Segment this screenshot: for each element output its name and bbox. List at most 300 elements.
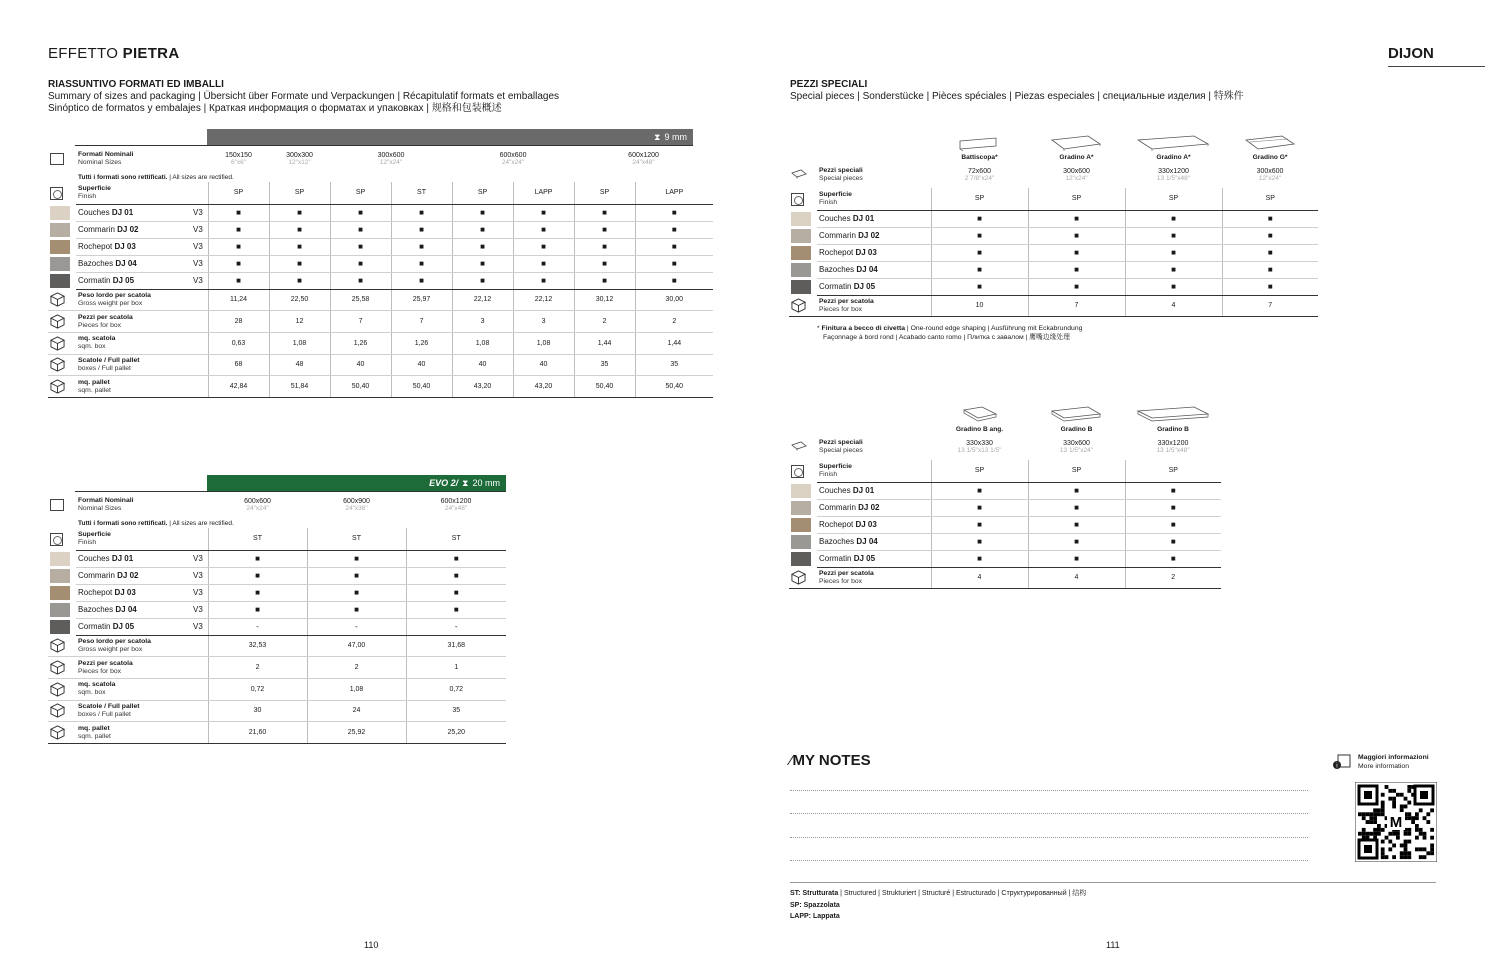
packaging-value: 68 bbox=[208, 354, 269, 376]
availability-cell: ■ bbox=[1125, 227, 1222, 244]
piece-name: Gradino B bbox=[1060, 425, 1093, 433]
qr-cell bbox=[1430, 828, 1434, 832]
pieces-box-cell: 2 bbox=[1125, 567, 1221, 589]
piece-size: 300x600 bbox=[1063, 167, 1090, 175]
format-inch: 24"x24" bbox=[246, 504, 269, 512]
packaging-value: 11,24 bbox=[208, 289, 269, 311]
color-row bbox=[48, 238, 713, 255]
packaging-label-en: boxes / Full pallet bbox=[78, 364, 131, 372]
qr-cell bbox=[1369, 812, 1373, 816]
packaging-value: 1,08 bbox=[452, 332, 513, 354]
piece-name: Gradino A* bbox=[1059, 153, 1094, 161]
availability-cell: ■ bbox=[208, 272, 269, 289]
packaging-value: 7 bbox=[391, 311, 452, 333]
qr-cell bbox=[1411, 820, 1415, 824]
pieces-box-cell: 4 bbox=[931, 567, 1028, 589]
color-swatch bbox=[791, 552, 811, 566]
qr-cell bbox=[1373, 816, 1377, 820]
qr-cell bbox=[1369, 832, 1373, 836]
finish-cell: SP bbox=[574, 182, 635, 204]
format-inch: 6"x6" bbox=[230, 158, 247, 166]
color-code: DJ 05 bbox=[112, 276, 135, 285]
packaging-value: 30,12 bbox=[574, 289, 635, 311]
color-code: DJ 02 bbox=[117, 571, 139, 580]
qr-cell bbox=[1392, 844, 1396, 848]
availability-cell: ■ bbox=[391, 238, 452, 255]
availability-cell: ■ bbox=[406, 567, 506, 584]
format-size: 600x1200 bbox=[628, 151, 659, 159]
packaging-row bbox=[48, 678, 506, 700]
color-row bbox=[789, 278, 1318, 295]
availability-cell: ■ bbox=[452, 221, 513, 238]
page-number-right: 111 bbox=[1106, 940, 1120, 950]
format-size: 300x600 bbox=[377, 151, 405, 159]
color-swatch bbox=[50, 274, 70, 288]
availability-cell: ■ bbox=[931, 278, 1028, 295]
qr-cell bbox=[1388, 847, 1392, 851]
qr-cell bbox=[1415, 828, 1419, 832]
packaging-label-en: Pieces for box bbox=[78, 667, 122, 675]
packaging-label: Pezzi per scatola bbox=[78, 659, 133, 667]
qr-cell bbox=[1423, 816, 1427, 820]
gradino-b-330x1200-image bbox=[1136, 405, 1210, 425]
piece-inch: 13 1/5"x48" bbox=[1156, 446, 1190, 454]
color-row bbox=[48, 272, 713, 289]
packaging-value: 3 bbox=[452, 311, 513, 333]
box-icon bbox=[50, 153, 64, 165]
availability-cell: ■ bbox=[1125, 533, 1221, 550]
qr-cell bbox=[1415, 847, 1419, 851]
formats-row bbox=[48, 146, 713, 172]
qr-cell bbox=[1358, 832, 1362, 836]
availability-cell: ■ bbox=[208, 255, 269, 272]
notes-line[interactable] bbox=[790, 860, 1308, 861]
availability-cell: ■ bbox=[307, 584, 406, 601]
color-swatch bbox=[50, 240, 70, 254]
pieces-label: Pezzi speciali bbox=[819, 167, 863, 174]
legend-code: SP: Spazzolata bbox=[790, 901, 840, 909]
color-code: DJ 05 bbox=[853, 282, 876, 291]
qr-cell bbox=[1404, 832, 1408, 836]
color-name: Bazoches bbox=[819, 265, 855, 274]
packaging-value: 0,72 bbox=[208, 678, 307, 700]
packaging-value: 12 bbox=[269, 311, 330, 333]
color-swatch bbox=[791, 280, 811, 294]
packaging-label: Peso lordo per scatola bbox=[78, 637, 151, 645]
color-code: DJ 01 bbox=[852, 486, 875, 495]
packaging-value: 35 bbox=[635, 354, 713, 376]
pieces-box-cell: 4 bbox=[1125, 295, 1222, 317]
color-swatch bbox=[50, 223, 70, 237]
qr-cell bbox=[1407, 812, 1411, 816]
color-name: Couches bbox=[819, 214, 851, 223]
pieces-cube-icon bbox=[50, 314, 65, 329]
packaging-value: 1,26 bbox=[330, 332, 391, 354]
packaging-label-en: Gross weight per box bbox=[78, 299, 143, 307]
packaging-value: 40 bbox=[513, 354, 574, 376]
format-size: 600x600 bbox=[244, 497, 271, 505]
rectified-note-en: | All sizes are rectified. bbox=[167, 519, 234, 527]
format-inch: 24"x48" bbox=[444, 504, 468, 512]
qr-cell bbox=[1366, 812, 1370, 816]
availability-cell: ■ bbox=[574, 255, 635, 272]
color-swatch bbox=[791, 484, 811, 498]
special-piece-icon bbox=[791, 169, 807, 179]
packaging-label: Pezzi per scatola bbox=[78, 313, 133, 321]
pieces-box-cell: 4 bbox=[1028, 567, 1125, 589]
packaging-label-en: sqm. box bbox=[78, 343, 106, 351]
finish-cell: ST bbox=[406, 528, 506, 550]
color-swatch bbox=[791, 229, 811, 243]
color-swatch bbox=[791, 263, 811, 277]
color-name: Rochepot bbox=[819, 520, 854, 529]
notes-line[interactable] bbox=[790, 837, 1308, 838]
color-row bbox=[48, 601, 506, 618]
availability-cell: ■ bbox=[635, 255, 713, 272]
finish-icon bbox=[50, 533, 63, 546]
availability-cell: ■ bbox=[1125, 261, 1222, 278]
color-row bbox=[48, 204, 713, 221]
qr-cell bbox=[1373, 828, 1377, 832]
color-swatch bbox=[791, 246, 811, 260]
packaging-value: 42,84 bbox=[208, 376, 269, 398]
finish-cell: SP bbox=[330, 182, 391, 204]
qr-cell bbox=[1385, 785, 1389, 789]
availability-cell: ■ bbox=[1028, 516, 1125, 533]
format-size: 300x300 bbox=[286, 151, 313, 159]
availability-cell: ■ bbox=[931, 261, 1028, 278]
qr-cell bbox=[1366, 832, 1370, 836]
availability-cell: ■ bbox=[452, 272, 513, 289]
qr-cell bbox=[1415, 812, 1419, 816]
availability-cell: ■ bbox=[1125, 482, 1221, 499]
color-swatch bbox=[50, 569, 70, 583]
qr-code-icon[interactable] bbox=[1355, 782, 1437, 862]
color-row bbox=[789, 516, 1221, 533]
packaging-row bbox=[48, 657, 506, 679]
evo-brand-logo: EVO 2/ bbox=[429, 478, 459, 488]
qr-cell bbox=[1426, 820, 1430, 824]
finish-label: Superficie bbox=[78, 184, 111, 192]
color-name: Commarin bbox=[78, 571, 115, 580]
availability-cell: ■ bbox=[931, 244, 1028, 261]
qr-cell bbox=[1430, 847, 1434, 851]
color-code: DJ 02 bbox=[858, 503, 880, 512]
qr-cell bbox=[1366, 820, 1370, 824]
availability-cell: ■ bbox=[1028, 550, 1125, 567]
availability-cell: ■ bbox=[208, 567, 307, 584]
packaging-row bbox=[48, 354, 713, 376]
color-name: Bazoches bbox=[78, 605, 114, 614]
qr-cell bbox=[1404, 844, 1408, 848]
finish-cell: ST bbox=[307, 528, 406, 550]
color-swatch bbox=[791, 518, 811, 532]
piece-inch: 13 1/5"x48" bbox=[1156, 174, 1191, 182]
finish-label: Superficie bbox=[819, 190, 852, 198]
gradino-a-330x1200-image bbox=[1136, 134, 1210, 152]
packaging-label: Scatole / Full pallet bbox=[78, 702, 140, 710]
pieces-box-label-en: Pieces for box bbox=[819, 577, 863, 585]
sqm-pallet-cube-icon bbox=[50, 725, 65, 740]
availability-cell: ■ bbox=[1125, 244, 1222, 261]
series-prefix: EFFETTO bbox=[48, 45, 119, 62]
qr-cell bbox=[1381, 808, 1385, 812]
footnote: * Finitura a becco di civetta | One-round edge shaping | Ausführung mit Eckabrundung Façonnage à bord rond | Acabado canto romo | Плитка с завалом | 鹰嘴边缘处理 bbox=[817, 325, 1083, 341]
packaging-label: mq. pallet bbox=[78, 724, 110, 732]
packaging-label: Peso lordo per scatola bbox=[78, 291, 151, 299]
color-name: Couches bbox=[78, 554, 110, 563]
color-swatch bbox=[50, 552, 70, 566]
availability-cell: ■ bbox=[1222, 244, 1318, 261]
qr-cell bbox=[1400, 805, 1404, 809]
packaging-value: 40 bbox=[452, 354, 513, 376]
packaging-value: 2 bbox=[635, 311, 713, 333]
color-code: DJ 04 bbox=[856, 265, 878, 274]
packaging-row bbox=[48, 311, 713, 333]
format-inch: 12"x12" bbox=[288, 158, 311, 166]
qr-cell bbox=[1381, 847, 1385, 851]
availability-cell: ■ bbox=[330, 255, 391, 272]
color-name: Couches bbox=[819, 486, 851, 495]
qr-cell bbox=[1396, 836, 1400, 840]
availability-cell: ■ bbox=[269, 255, 330, 272]
rectified-note-row bbox=[48, 172, 713, 182]
finish-cell: LAPP bbox=[513, 182, 574, 204]
piece-name: Gradino A* bbox=[1156, 153, 1191, 161]
packaging-value: 1,08 bbox=[513, 332, 574, 354]
legend-code: ST: Strutturata bbox=[790, 890, 839, 897]
color-name: Commarin bbox=[78, 225, 115, 234]
qr-cell bbox=[1381, 801, 1385, 805]
qr-cell bbox=[1381, 812, 1385, 816]
color-row bbox=[789, 210, 1318, 227]
svg-text:M: M bbox=[1389, 814, 1403, 831]
qr-cell bbox=[1392, 805, 1396, 809]
color-swatch bbox=[791, 212, 811, 226]
availability-cell: ■ bbox=[307, 567, 406, 584]
availability-cell: ■ bbox=[1125, 278, 1222, 295]
qr-cell bbox=[1407, 851, 1411, 855]
qr-cell bbox=[1423, 832, 1427, 836]
qr-cell bbox=[1373, 832, 1377, 836]
qr-cell bbox=[1373, 812, 1377, 816]
color-name: Cormatin bbox=[78, 276, 111, 285]
pallet-cube-icon bbox=[50, 357, 65, 372]
packaging-label: mq. scatola bbox=[78, 335, 116, 343]
packaging-value: 50,40 bbox=[391, 376, 452, 398]
packaging-value: 32,53 bbox=[208, 635, 307, 657]
qr-cell bbox=[1419, 847, 1423, 851]
variation-value: V3 bbox=[191, 584, 208, 601]
summary-table-9mm bbox=[48, 146, 713, 398]
qr-cell bbox=[1369, 816, 1373, 820]
finish-label: Superficie bbox=[78, 530, 111, 538]
pieces-box-label-en: Pieces for box bbox=[819, 305, 863, 313]
availability-cell: ■ bbox=[307, 601, 406, 618]
qr-cell bbox=[1419, 855, 1423, 859]
packaging-value: 50,40 bbox=[574, 376, 635, 398]
availability-cell: ■ bbox=[1222, 227, 1318, 244]
availability-cell: ■ bbox=[1028, 227, 1125, 244]
color-code: DJ 04 bbox=[115, 259, 137, 268]
color-swatch bbox=[791, 501, 811, 515]
formats-label: Formati Nominali bbox=[78, 497, 134, 504]
packaging-label: Scatole / Full pallet bbox=[78, 356, 140, 364]
finish-cell: SP bbox=[1028, 188, 1125, 210]
footnote-rest: | One-round edge shaping | Ausführung mit Eckabrundung bbox=[905, 325, 1083, 332]
qr-cell bbox=[1415, 836, 1419, 840]
color-swatch bbox=[50, 206, 70, 220]
series-title bbox=[48, 45, 179, 62]
availability-cell: ■ bbox=[1222, 261, 1318, 278]
rectified-note-it: Tutti i formati sono rettificati. bbox=[78, 173, 168, 181]
qr-cell bbox=[1430, 844, 1434, 848]
pieces-box-label: Pezzi per scatola bbox=[819, 569, 874, 577]
qr-cell bbox=[1400, 855, 1404, 859]
qr-cell bbox=[1388, 789, 1392, 793]
format-inch: 24"x36" bbox=[345, 504, 368, 512]
more-info-block[interactable] bbox=[1332, 754, 1429, 771]
weight-cube-icon bbox=[50, 638, 65, 653]
packaging-value: 28 bbox=[208, 311, 269, 333]
availability-cell: ■ bbox=[406, 601, 506, 618]
variation-value: V3 bbox=[191, 567, 208, 584]
finish-label-en: Finish bbox=[819, 198, 838, 206]
rectified-note-it: Tutti i formati sono rettificati. bbox=[78, 519, 168, 527]
availability-cell: ■ bbox=[452, 238, 513, 255]
qr-cell bbox=[1430, 851, 1434, 855]
packaging-row bbox=[48, 700, 506, 722]
piece-inch: 13 1/5"x13 1/5" bbox=[957, 446, 1002, 454]
qr-cell bbox=[1419, 808, 1423, 812]
pieces-per-box-row bbox=[789, 295, 1318, 317]
qr-cell bbox=[1407, 785, 1411, 789]
finish-cell: ST bbox=[208, 528, 307, 550]
availability-cell: ■ bbox=[931, 482, 1028, 499]
qr-cell bbox=[1407, 789, 1411, 793]
format-inch: 12"x24" bbox=[379, 158, 403, 166]
info-icon bbox=[1332, 754, 1352, 770]
color-code: DJ 04 bbox=[115, 605, 137, 614]
availability-cell: ■ bbox=[269, 272, 330, 289]
qr-cell bbox=[1415, 816, 1419, 820]
color-name: Bazoches bbox=[819, 537, 855, 546]
color-row bbox=[48, 584, 506, 601]
variation-value: V3 bbox=[191, 238, 208, 255]
finish-row bbox=[48, 182, 713, 204]
availability-cell: ■ bbox=[574, 272, 635, 289]
legend-rule bbox=[790, 882, 1436, 883]
qr-cell bbox=[1396, 793, 1400, 797]
my-notes-title bbox=[790, 752, 871, 769]
notes-line[interactable] bbox=[790, 813, 1308, 814]
piece-name: Gradino B bbox=[1157, 425, 1189, 433]
gradino-g-image bbox=[1244, 134, 1296, 152]
availability-cell: - bbox=[307, 618, 406, 635]
packaging-row bbox=[48, 635, 506, 657]
color-name: Cormatin bbox=[819, 554, 852, 563]
notes-line[interactable] bbox=[790, 790, 1308, 791]
packaging-value: 35 bbox=[574, 354, 635, 376]
sqm-cube-icon bbox=[50, 336, 65, 351]
color-name: Rochepot bbox=[78, 242, 113, 251]
finish-icon bbox=[791, 465, 804, 478]
color-name: Cormatin bbox=[819, 282, 852, 291]
svg-text:i: i bbox=[1336, 762, 1338, 770]
packaging-value: 22,12 bbox=[513, 289, 574, 311]
qr-cell bbox=[1362, 828, 1366, 832]
color-name: Bazoches bbox=[78, 259, 114, 268]
packaging-row bbox=[48, 722, 506, 744]
packaging-value: 40 bbox=[391, 354, 452, 376]
finish-cell: SP bbox=[208, 182, 269, 204]
thickness-bar-20mm bbox=[207, 475, 506, 491]
battiscopa-image bbox=[958, 136, 1000, 152]
color-code: DJ 02 bbox=[117, 225, 139, 234]
qr-cell bbox=[1377, 812, 1381, 816]
packaging-value: 2 bbox=[574, 311, 635, 333]
finish-label-en: Finish bbox=[819, 470, 838, 478]
finish-cell: LAPP bbox=[635, 182, 713, 204]
packaging-row bbox=[48, 289, 713, 311]
packaging-value: 25,97 bbox=[391, 289, 452, 311]
packaging-label: mq. pallet bbox=[78, 378, 110, 386]
finish-cell: SP bbox=[1222, 188, 1318, 210]
availability-cell: ■ bbox=[574, 204, 635, 221]
qr-cell bbox=[1404, 840, 1408, 844]
packaging-value: 7 bbox=[330, 311, 391, 333]
more-info-en: More information bbox=[1358, 762, 1409, 770]
packaging-value: 2 bbox=[208, 657, 307, 679]
footnote-line2: Façonnage à bord rond | Acabado canto romo | Плитка с завалом | 鹰嘴边缘处理 bbox=[823, 334, 1070, 341]
availability-cell: ■ bbox=[1028, 482, 1125, 499]
color-row bbox=[789, 244, 1318, 261]
qr-cell bbox=[1400, 844, 1404, 848]
my-notes-label: MY NOTES bbox=[792, 752, 871, 769]
qr-cell bbox=[1381, 828, 1385, 832]
availability-cell: ■ bbox=[330, 238, 391, 255]
availability-cell: - bbox=[208, 618, 307, 635]
packaging-value: 0,72 bbox=[406, 678, 506, 700]
finish-row bbox=[789, 188, 1318, 210]
piece-size: 330x330 bbox=[966, 439, 993, 447]
color-row bbox=[789, 261, 1318, 278]
qr-cell bbox=[1404, 847, 1408, 851]
finish-label-en: Finish bbox=[78, 192, 97, 200]
pencil-icon: ⁄ bbox=[790, 752, 793, 769]
qr-cell bbox=[1385, 836, 1389, 840]
pieces-label-en: Special pieces bbox=[819, 447, 863, 454]
qr-cell bbox=[1381, 840, 1385, 844]
packaging-value: 35 bbox=[406, 700, 506, 722]
piece-size: 330x600 bbox=[1063, 439, 1090, 447]
summary-title: RIASSUNTIVO FORMATI ED IMBALLI bbox=[48, 79, 224, 90]
piece-size: 300x600 bbox=[1256, 167, 1284, 175]
special-pieces-table-2 bbox=[789, 424, 1221, 589]
packaging-value: 47,00 bbox=[307, 635, 406, 657]
qr-cell bbox=[1385, 855, 1389, 859]
qr-cell bbox=[1362, 816, 1366, 820]
color-code: DJ 01 bbox=[111, 208, 134, 217]
availability-cell: ■ bbox=[513, 204, 574, 221]
gradino-a-300x600-image bbox=[1050, 134, 1102, 152]
color-name: Couches bbox=[78, 208, 110, 217]
piece-inch: 12"x24" bbox=[1065, 174, 1088, 182]
pieces-cube-icon bbox=[791, 570, 806, 585]
piece-name: Gradino B ang. bbox=[955, 425, 1004, 433]
variation-value: V3 bbox=[191, 601, 208, 618]
availability-cell: ■ bbox=[1125, 499, 1221, 516]
